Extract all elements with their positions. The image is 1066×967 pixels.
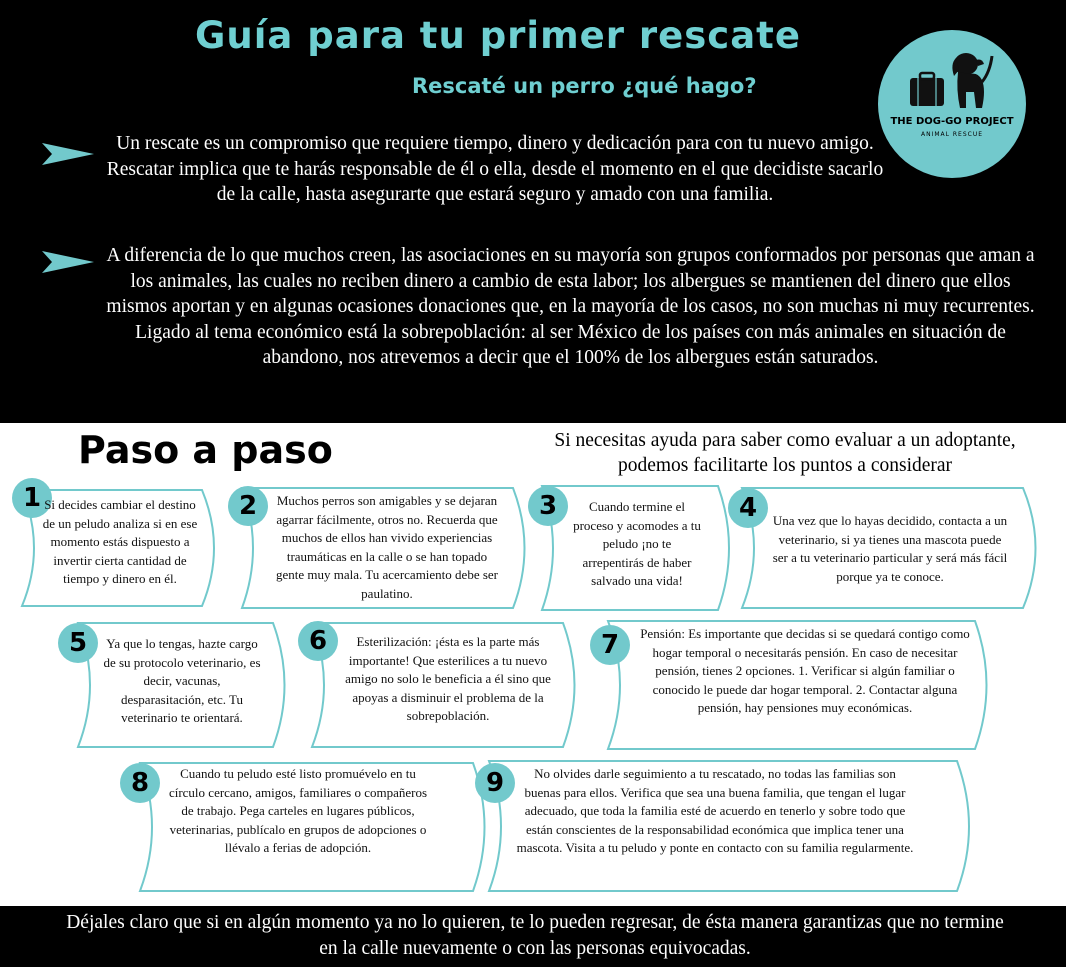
step-number: 4 [728,488,768,528]
step-text: Cuando tu peludo esté listo promuévelo en tu círculo cercano, amigos, familiares o compañeros de trabajo. Pega carteles en lugares públicos, veterinarias, publícalo en grupos de adopciones o llévalo a ferias de adopción. [168,766,428,855]
step-card-3 [528,478,743,618]
step-number: 8 [120,763,160,803]
step-text: Cuando termine el proceso y acomodes a tu peludo ¡no te arrepentirás de haber salvado una vida! [573,499,701,588]
step-text: Pensión: Es importante que decidas si se quedará contigo como hogar temporal o necesitarás pensión. En caso de necesitar pensión, tienes 2 opciones. 1. Verificar si algún familiar o conocido le puede dar hogar temporal. 2. Contactar alguna pensión, hay pensiones muy económicas. [640,626,970,715]
step-number: 3 [528,486,568,526]
logo-tagline: ANIMAL RESCUE [920,131,984,138]
footer-text: Déjales claro que si en algún momento ya no lo quieren, te lo pueden regresar, de ésta manera garantizas que no termine en la calle nuevamente o con las personas equivocadas. [66,912,1004,959]
page-title: Guía para tu primer rescate [195,14,801,57]
step-text: Una vez que lo hayas decidido, contacta a un veterinario, si ya tienes una mascota puede ser a tu veterinario particular y será más fácil porque ya te conoce. [772,513,1008,584]
step-card-6 [298,617,588,752]
steps-heading: Paso a paso [78,428,333,472]
step-card-1 [12,478,232,618]
logo-name: THE DOG-GO PROJECT [890,116,1014,127]
step-number: 2 [228,486,268,526]
intro-paragraph-3-text: Ligado al tema económico está la sobrepoblación: al ser México de los países con más animales en situación de abandono, nos atrevemos a decir que el 100% de los albergues están saturados. [135,321,1006,368]
step-card-2 [228,478,538,618]
step-card-5 [58,617,298,752]
step-card-9 [475,757,985,897]
step-card-4 [728,478,1050,618]
step-text: Si decides cambiar el destino de un peludo analiza si en ese momento estás dispuesto a invertir cierta cantidad de tiempo y dinero en él. [42,497,198,586]
logo [878,30,1026,178]
evaluation-help-note: Si necesitas ayuda para saber como evaluar a un adoptante, podemos facilitarte los puntos a considerar [554,430,1016,476]
intro-section [0,0,1066,423]
step-number: 6 [298,621,338,661]
step-number: 7 [590,625,630,665]
step-text: Esterilización: ¡ésta es la parte más importante! Que esterilices a tu nuevo amigo no solo le beneficia a él sino que apoyas a disminuir el problema de la sobrepoblación. [345,634,551,723]
intro-paragraph-2-text: A diferencia de lo que muchos creen, las asociaciones en su mayoría son grupos conformados por personas que aman a los animales, las cuales no reciben dinero a cambio de esta labor; los albergues se mantienen del dinero que ellos mismos aportan y en algunas ocasiones donaciones que, en la mayoría de los casos, no son muchas ni muy recurrentes. [106,245,1035,317]
arrow-bullet-icon [42,141,94,167]
step-number: 9 [475,763,515,803]
step-text: No olvides darle seguimiento a tu rescatado, no todas las familias son buenas para ellos. Verifica que sea una buena familia, que tengan el lugar adecuado, que toda la familia esté de acuerdo en tenerlo y sobre todo que están conscientes de la responsabilidad económica que implica tener una mascota. Visita a tu peludo y ponte en contacto con su familia regularmente. [516,766,914,855]
step-number: 1 [12,478,52,518]
intro-paragraph-2 [98,243,1043,371]
footer [0,906,1066,967]
arrow-bullet-icon [42,249,94,275]
dog-with-suitcase-icon [906,50,998,116]
step-card-7 [590,617,1000,752]
page-subtitle: Rescaté un perro ¿qué hago? [412,74,757,98]
step-text: Muchos perros son amigables y se dejaran agarrar fácilmente, otros no. Recuerda que muchos de ellos han vivido experiencias traumáticas en la calle o se han topado gente muy mala. Tu acercamiento debe ser paulatino. [275,493,498,601]
step-number: 5 [58,623,98,663]
step-text: Ya que lo tengas, hazte cargo de su protocolo veterinario, es decir, vacunas, desparasitación, etc. Tu veterinario te orientará. [103,636,261,725]
step-card-8 [118,757,498,897]
intro-paragraph-1: Un rescate es un compromiso que requiere tiempo, dinero y dedicación para con tu nuevo amigo. Rescatar implica que te harás responsable de él o ella, desde el momento en el que decidiste sacarlo de la calle, hasta asegurarte que estará seguro y amado con una familia. [106,133,884,205]
